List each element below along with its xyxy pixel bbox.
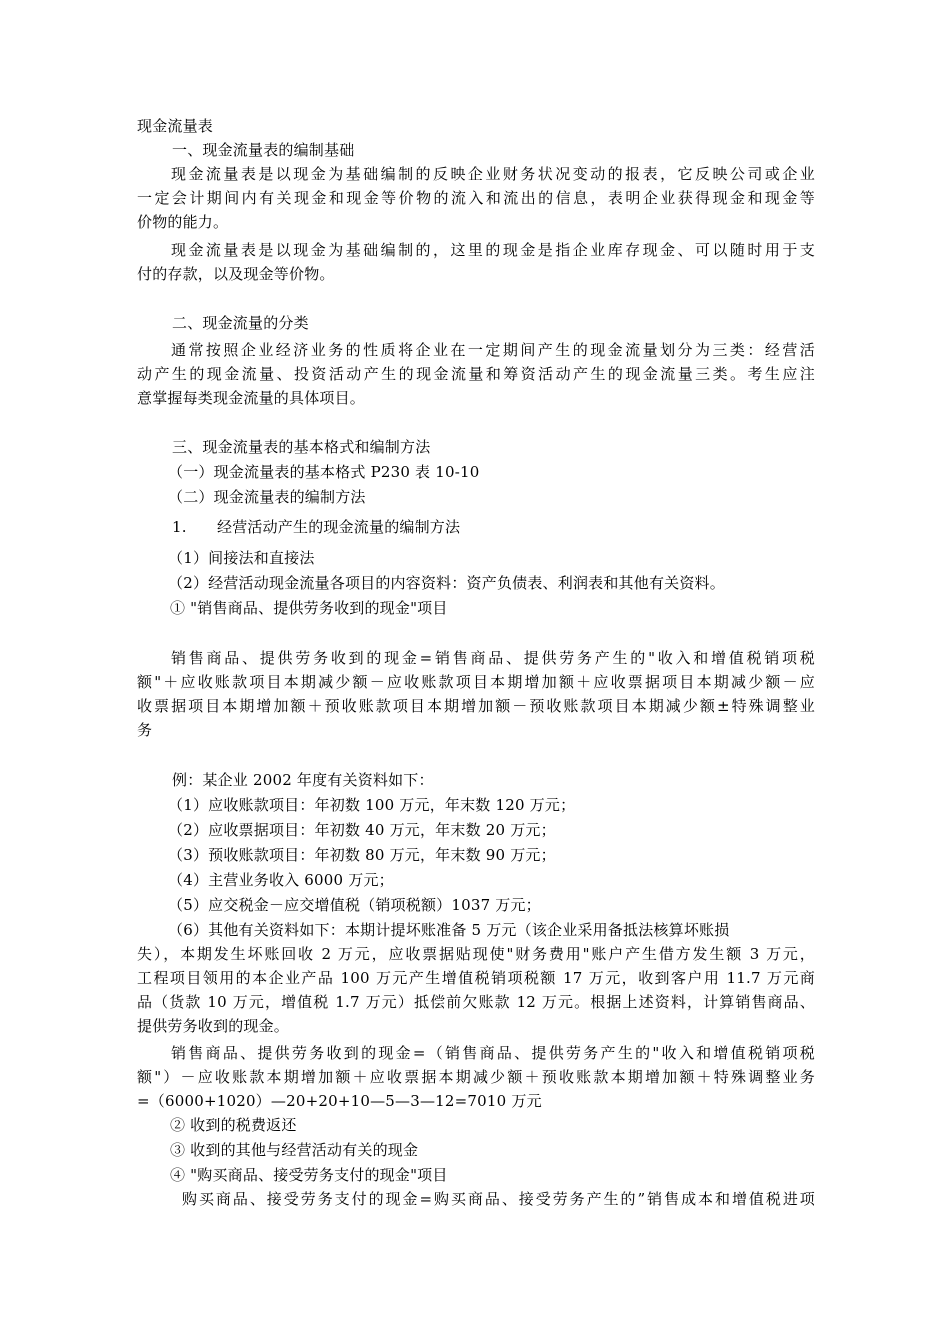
formula-line: 额"＋应收账款项目本期减少额－应收账款项目本期增加额＋应收票据项目本期减少额－应 [137, 673, 815, 691]
paragraph-line: 意掌握每类现金流量的具体项目。 [137, 389, 366, 407]
list-item-text: 经营活动产生的现金流量的编制方法 [217, 518, 461, 536]
section-heading-2: 二、现金流量的分类 [172, 314, 309, 332]
paragraph-line: 现金流量表是以现金为基础编制的反映企业财务状况变动的报表，它反映公司或企业 [171, 165, 815, 183]
paragraph-line: 付的存款，以及现金等价物。 [137, 265, 335, 283]
example-intro: 例：某企业 2002 年度有关资料如下： [172, 771, 434, 789]
list-item: ② 收到的税费返还 [170, 1116, 297, 1134]
calculation-result: =（6000+1020）—20+20+10—5—3—12=7010 万元 [137, 1092, 542, 1110]
section-heading-3: 三、现金流量表的基本格式和编制方法 [172, 438, 431, 456]
paragraph-line: 动产生的现金流量、投资活动产生的现金流量和筹资活动产生的现金流量三类。考生应注 [137, 365, 815, 383]
calculation-line: 额"）－应收账款本期增加额＋应收票据本期减少额＋预收账款本期增加额＋特殊调整业务 [137, 1068, 815, 1086]
paragraph-line: 价物的能力。 [137, 213, 229, 231]
formula-line: 务 [137, 721, 153, 739]
formula-line: 收票据项目本期增加额＋预收账款项目本期增加额－预收账款项目本期减少额±特殊调整业 [137, 697, 815, 715]
section-heading-1: 一、现金流量表的编制基础 [172, 141, 355, 159]
calculation-line: 销售商品、提供劳务收到的现金=（销售商品、提供劳务产生的"收入和增值税销项税 [171, 1044, 815, 1062]
paragraph-line: 现金流量表是以现金为基础编制的，这里的现金是指企业库存现金、可以随时用于支 [171, 241, 815, 259]
list-item: （1）间接法和直接法 [168, 549, 315, 567]
list-item: ③ 收到的其他与经营活动有关的现金 [170, 1141, 419, 1159]
example-line: 提供劳务收到的现金。 [137, 1017, 290, 1035]
list-item: ④ "购买商品、接受劳务支付的现金"项目 [170, 1166, 448, 1184]
subsection-heading: （一）现金流量表的基本格式 P230 表 10-10 [168, 463, 480, 481]
example-item: （1）应收账款项目：年初数 100 万元，年末数 120 万元； [168, 796, 576, 814]
subsection-heading: （二）现金流量表的编制方法 [168, 488, 366, 506]
paragraph-line: 通常按照企业经济业务的性质将企业在一定期间产生的现金流量划分为三类：经营活 [171, 341, 815, 359]
example-item: （6）其他有关资料如下：本期计提坏账准备 5 万元（该企业采用备抵法核算坏账损 [168, 921, 730, 939]
example-line: 工程项目领用的本企业产品 100 万元产生增值税销项税额 17 万元，收到客户用 11.7 万元商 [137, 969, 815, 987]
list-item: （2）经营活动现金流量各项目的内容资料：资产负债表、利润表和其他有关资料。 [168, 574, 725, 592]
example-item: （5）应交税金－应交增值税（销项税额）1037 万元； [168, 896, 541, 914]
example-line: 失），本期发生坏账回收 2 万元，应收票据贴现使"财务费用"账户产生借方发生额 3 万元， [137, 945, 815, 963]
document-title: 现金流量表 [137, 117, 214, 135]
example-item: （3）预收账款项目：年初数 80 万元，年末数 90 万元； [168, 846, 556, 864]
list-item: ① "销售商品、提供劳务收到的现金"项目 [170, 599, 448, 617]
example-item: （4）主营业务收入 6000 万元； [168, 871, 394, 889]
formula-line: 购买商品、接受劳务支付的现金=购买商品、接受劳务产生的”销售成本和增值税进项 [182, 1190, 815, 1208]
formula-line: 销售商品、提供劳务收到的现金=销售商品、提供劳务产生的"收入和增值税销项税 [171, 649, 815, 667]
example-item: （2）应收票据项目：年初数 40 万元，年末数 20 万元； [168, 821, 556, 839]
paragraph-line: 一定会计期间内有关现金和现金等价物的流入和流出的信息，表明企业获得现金和现金等 [137, 189, 815, 207]
list-number: 1. [172, 518, 187, 536]
example-line: 品（货款 10 万元，增值税 1.7 万元）抵偿前欠账款 12 万元。根据上述资料，计算销售商品、 [137, 993, 815, 1011]
